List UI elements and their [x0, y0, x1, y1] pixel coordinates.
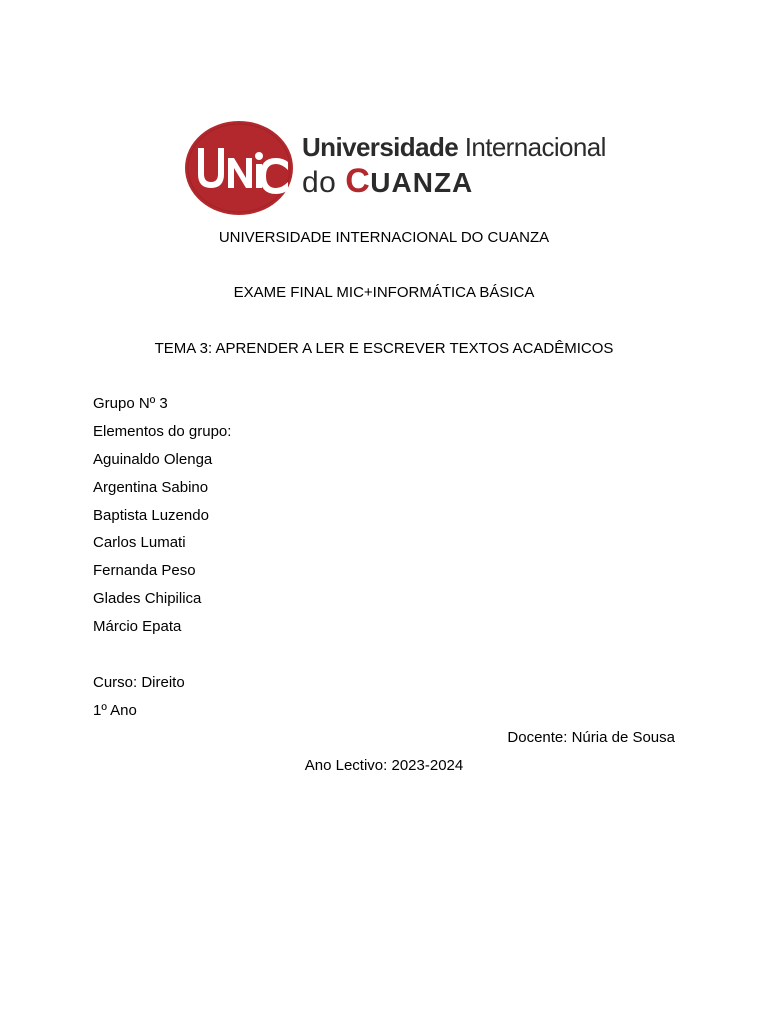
logo-wordmark-line2: [302, 162, 473, 201]
university-logo: [184, 118, 606, 218]
course-name: Curso: Direito: [93, 674, 185, 691]
group-members-label: Elementos do grupo:: [93, 423, 232, 440]
logo-word-internacional: Internacional: [464, 132, 606, 162]
logo-wordmark-line1: [302, 132, 606, 163]
logo-word-do: do: [302, 166, 337, 199]
group-member: Carlos Lumati: [93, 534, 186, 551]
teacher-name: Docente: Núria de Sousa: [507, 729, 675, 746]
logo-word-uanza: UANZA: [370, 167, 474, 198]
group-member: Glades Chipilica: [93, 590, 202, 607]
group-member: Márcio Epata: [93, 618, 182, 635]
academic-year: Ano Lectivo: 2023-2024: [304, 757, 464, 774]
group-member: Baptista Luzendo: [93, 507, 209, 524]
university-name: UNIVERSIDADE INTERNACIONAL DO CUANZA: [218, 229, 550, 246]
unic-seal-icon: [184, 118, 296, 218]
group-member: Argentina Sabino: [93, 479, 209, 496]
group-member: Aguinaldo Olenga: [93, 451, 213, 468]
group-member: Fernanda Peso: [93, 562, 196, 579]
logo-word-universidade: Universidade: [302, 132, 459, 162]
logo-letter-c: C: [345, 162, 371, 200]
group-number: Grupo Nº 3: [93, 395, 168, 412]
exam-title: EXAME FINAL MIC+INFORMÁTICA BÁSICA: [233, 284, 535, 301]
course-year: 1º Ano: [93, 702, 137, 719]
theme-title: TEMA 3: APRENDER A LER E ESCREVER TEXTOS ACADÊMICOS: [154, 340, 614, 357]
